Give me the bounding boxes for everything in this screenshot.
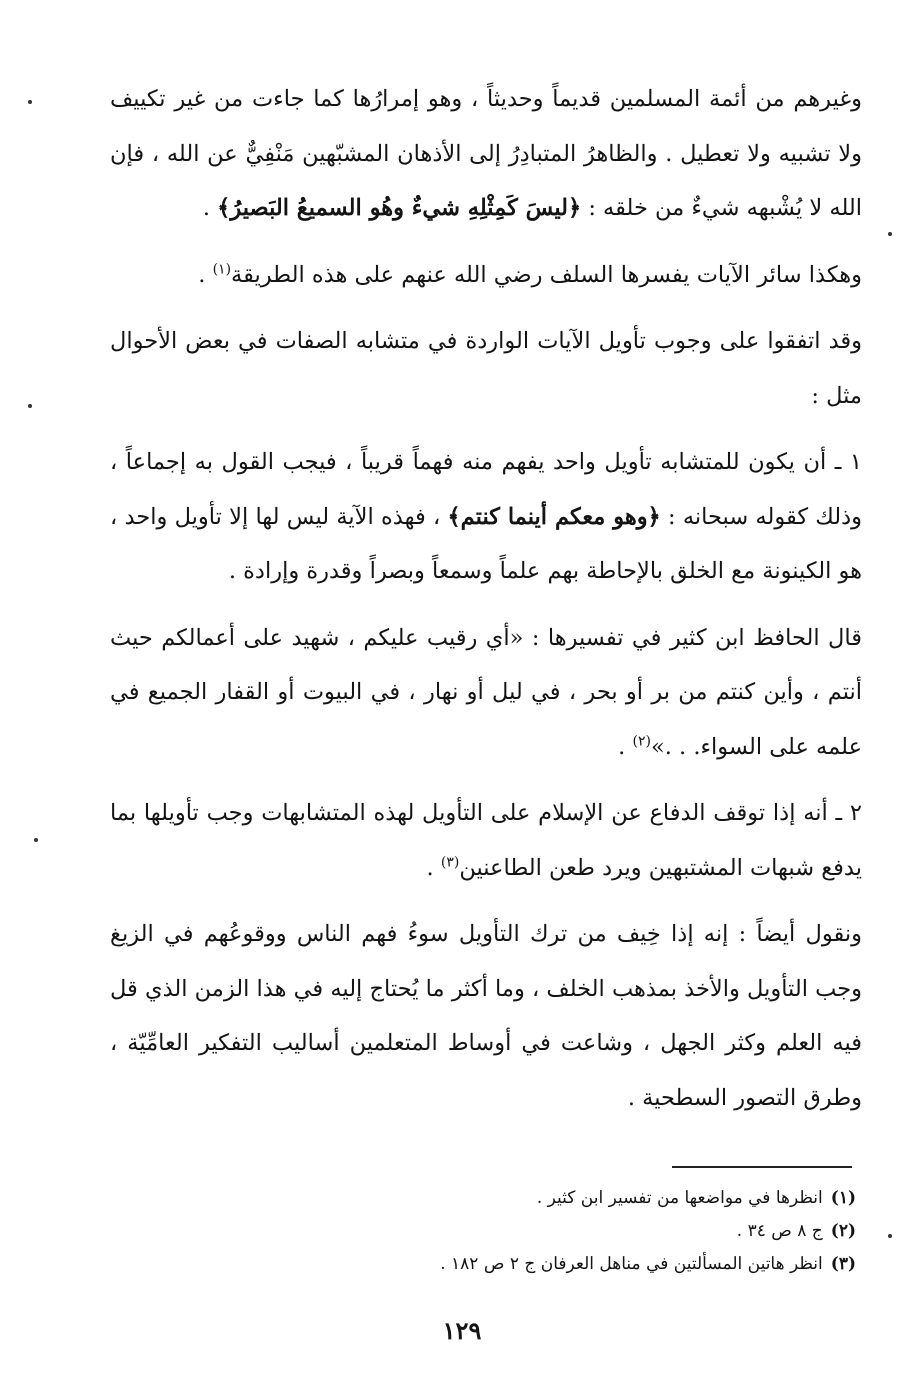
margin-mark bbox=[888, 1234, 892, 1238]
footnotes bbox=[104, 1182, 856, 1281]
footnote-text: انظر هاتين المسألتين في مناهل العرفان ج ٢ ص ١٨٢ . bbox=[440, 1254, 823, 1274]
text-segment: ١ ـ أن يكون للمتشابه تأويل واحد يفهم منه فهماً قريباً ، فيجب القول به إجماعاً ، وذلك كقوله سبحانه : bbox=[110, 449, 862, 530]
footnote-divider bbox=[672, 1166, 852, 1168]
footnote-number: (١) bbox=[830, 1188, 856, 1208]
footnote-text: ج ٨ ص ٣٤ . bbox=[736, 1221, 823, 1241]
text-segment: وغيرهم من أئمة المسلمين قديماً وحديثاً ، وهو إمرارُها كما جاءت من غير تكييف ولا تشبيه ولا تعطيل . والظاهرُ المتبادِرُ إلى الأذهان المشبّهين مَنْفِيٌّ عن الله ، فإن الله لا يُشْبهه شيءٌ من خلقه : bbox=[110, 86, 862, 221]
text-segment: قال الحافظ ابن كثير في تفسيرها : «أي رقيب عليكم ، شهيد على أعمالكم حيث أنتم ، وأين كنتم من بر أو بحر ، في ليل أو نهار ، في البيوت أو القفار الجميع في علمه على السواء. . .» bbox=[110, 624, 862, 760]
paragraph-3 bbox=[110, 314, 862, 423]
quran-verse: ﴿ليسَ كَمِثْلِهِ شيءٌ وهُو السميعُ البَصيرُ﴾ bbox=[217, 195, 582, 221]
text-segment: ، فهذه الآية ليس لها إلا تأويل واحد ، هو الكينونة مع الخلق بالإحاطة بهم علماً وسمعاً وبصراً وقدرة وإرادة . bbox=[110, 503, 862, 584]
quran-verse: ﴿وهو معكم أينما كنتم﴾ bbox=[447, 503, 661, 530]
paragraph-4 bbox=[110, 435, 862, 599]
text-segment: . bbox=[202, 195, 218, 221]
margin-mark bbox=[28, 100, 32, 104]
text-segment: وهكذا سائر الآيات يفسرها السلف رضي الله عنهم على هذه الطريقة bbox=[231, 261, 862, 288]
text-segment: وقد اتفقوا على وجوب تأويل الآيات الواردة في متشابه الصفات في بعض الأحوال مثل : bbox=[110, 328, 862, 409]
paragraph-5 bbox=[110, 611, 862, 775]
page-number: ١٢٩ bbox=[442, 1316, 482, 1345]
footnote-number: (٣) bbox=[830, 1254, 856, 1274]
paragraph-6 bbox=[110, 786, 862, 895]
footnote-ref-3[interactable]: (٣) bbox=[440, 854, 460, 870]
main-text bbox=[110, 72, 862, 1125]
margin-mark bbox=[34, 838, 38, 842]
margin-mark bbox=[888, 232, 892, 236]
footnote-2 bbox=[104, 1215, 856, 1248]
footnote-number: (٢) bbox=[830, 1221, 856, 1241]
margin-mark bbox=[28, 404, 32, 408]
footnote-ref-1[interactable]: (١) bbox=[212, 261, 232, 277]
footnote-text: انظرها في مواضعها من تفسير ابن كثير . bbox=[536, 1188, 823, 1208]
text-segment: . bbox=[618, 733, 633, 760]
paragraph-2 bbox=[110, 248, 862, 303]
paragraph-1 bbox=[110, 72, 862, 236]
footnote-ref-2[interactable]: (٢) bbox=[632, 733, 651, 749]
footnote-1 bbox=[104, 1182, 856, 1215]
text-segment: ونقول أيضاً : إنه إذا خِيف من ترك التأويل سوءُ فهم الناس ووقوعُهم في الزيغ وجب التأويل والأخذ بمذهب الخلف ، وما أكثر ما يُحتاج إليه في هذا الزمن الذي قل فيه العلم وكثر الجهل ، وشاعت في أوساط المتعلمين أساليب التفكير العامِّيّة ، وطرق التصور السطحية . bbox=[110, 921, 862, 1111]
text-segment: . bbox=[198, 261, 213, 288]
text-segment: ٢ ـ أنه إذا توقف الدفاع عن الإسلام على التأويل لهذه المتشابهات وجب تأويلها بما يدفع شبهات المشتبهين ويرد طعن الطاعنين bbox=[110, 800, 862, 881]
footnote-3 bbox=[104, 1248, 856, 1281]
paragraph-7 bbox=[110, 907, 862, 1125]
text-segment: . bbox=[426, 854, 441, 881]
